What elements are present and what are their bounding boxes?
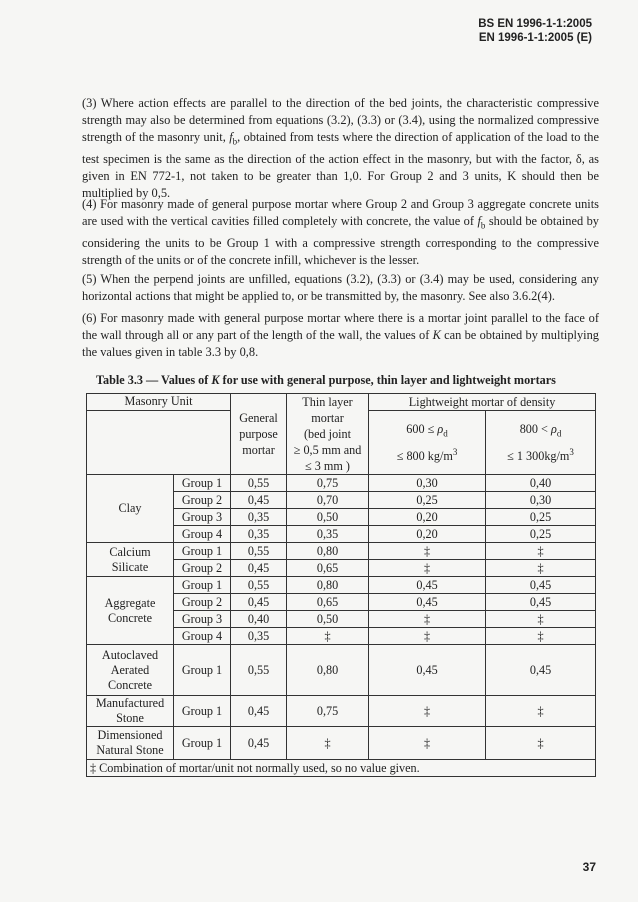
table-footnote: ‡ Combination of mortar/unit not normally used, so no value given. <box>87 760 596 777</box>
k-value-cell: 0,40 <box>231 611 287 628</box>
group-cell: Group 2 <box>174 492 231 509</box>
masonry-unit-blank <box>87 411 231 475</box>
paragraph-3-text: (3) Where action effects are parallel to the direction of the bed joints, the characteristic compressive strength may also be determined from equations (3.2), (3.3) or (3.4), using the normalized compressive strength of the masonry unit, $f_b$, obtained from tests where the direction of application of the load to the test specimen is the same as the direction of the action effect in the masonry, but with the factor, δ, as given in EN 772-1, not taken to be greater than 1,0. For Group 2 and 3 units, K should then be multiplied by 0,5. <box>82 96 599 201</box>
k-value-cell: 0,80 <box>287 577 369 594</box>
k-value-cell: 0,80 <box>287 543 369 560</box>
k-value-cell: ‡ <box>369 696 486 727</box>
k-value-cell: 0,25 <box>486 509 596 526</box>
k-value-cell: 0,45 <box>231 560 287 577</box>
k-value-cell: ‡ <box>486 696 596 727</box>
table-caption: Table 3.3 — Values of K for use with general purpose, thin layer and lightweight mortars <box>96 373 556 387</box>
k-value-cell: 0,45 <box>486 645 596 696</box>
standard-code-e: EN 1996-1-1:2005 (E) <box>478 32 592 44</box>
k-value-cell: 0,55 <box>231 543 287 560</box>
group-cell: Group 4 <box>174 628 231 645</box>
k-value-cell: 0,55 <box>231 645 287 696</box>
paragraph-5 <box>82 271 599 305</box>
lw-density-low-header: $600 \le \rho_d$ ≤ 800 $kg/m^3$ <box>369 411 486 475</box>
k-value-cell: 0,55 <box>231 475 287 492</box>
k-value-cell: 0,45 <box>369 594 486 611</box>
k-value-cell: ‡ <box>369 628 486 645</box>
k-value-cell: 0,55 <box>231 577 287 594</box>
k-value-cell: 0,75 <box>287 475 369 492</box>
k-value-cell: 0,50 <box>287 611 369 628</box>
table-row <box>87 727 596 760</box>
k-value-cell: 0,25 <box>486 526 596 543</box>
masonry-category: Clay <box>87 475 174 543</box>
paragraph-6-text: (6) For masonry made with general purpose mortar where there is a mortar joint parallel to the face of the wall through all or any part of the length of the wall, the values of K can be obtained by multiplying the values given in table 3.3 by 0,8. <box>82 311 599 360</box>
table-row <box>87 577 596 594</box>
k-value-cell: ‡ <box>287 727 369 760</box>
lw-density-high-header: $800 < \rho_d$ ≤ 1 $300kg/m^3$ <box>486 411 596 475</box>
general-purpose-header: General purpose mortar <box>231 394 287 475</box>
group-cell: Group 3 <box>174 611 231 628</box>
masonry-unit-header: Masonry Unit <box>87 394 231 411</box>
paragraph-3 <box>82 95 599 203</box>
k-value-cell: ‡ <box>369 727 486 760</box>
masonry-category: Dimensioned Natural Stone <box>87 727 174 760</box>
k-value-cell: 0,20 <box>369 526 486 543</box>
thin-header-line: mortar <box>311 411 344 425</box>
k-value-cell: 0,50 <box>287 509 369 526</box>
k-value-cell: ‡ <box>369 543 486 560</box>
paragraph-4-text: (4) For masonry made of general purpose mortar where Group 2 and Group 3 aggregate concrete units are used with the vertical cavities filled completely with concrete, the value of $f_b$ should be obtained by considering the units to be Group 1 with a compressive strength corresponding to the compressive strength of the units or of the concrete infill, whichever is the lesser. <box>82 197 599 268</box>
thin-header-line: Thin layer <box>302 395 353 409</box>
k-value-cell: 0,65 <box>287 594 369 611</box>
k-value-cell: 0,30 <box>486 492 596 509</box>
thin-header-line: ≥ 0,5 mm and <box>293 443 362 457</box>
k-value-cell: ‡ <box>486 727 596 760</box>
k-value-cell: 0,45 <box>231 594 287 611</box>
masonry-category: Manufactured Stone <box>87 696 174 727</box>
paragraph-4 <box>82 196 599 269</box>
group-cell: Group 1 <box>174 696 231 727</box>
masonry-category: Autoclaved Aerated Concrete <box>87 645 174 696</box>
k-value-cell: ‡ <box>486 628 596 645</box>
k-value-cell: ‡ <box>369 611 486 628</box>
table-row <box>87 645 596 696</box>
k-value-cell: 0,20 <box>369 509 486 526</box>
k-value-cell: 0,35 <box>231 628 287 645</box>
masonry-category: Calcium Silicate <box>87 543 174 577</box>
group-cell: Group 1 <box>174 543 231 560</box>
paragraph-5-text: (5) When the perpend joints are unfilled, equations (3.2), (3.3) or (3.4) may be used, considering any horizontal actions that might be applied to, or be transmitted by, the masonry. See also 3.6.2(4). <box>82 272 599 304</box>
standard-code: BS EN 1996-1-1:2005 <box>478 18 592 30</box>
thin-header-line: ≤ 3 mm ) <box>305 459 350 473</box>
k-value-cell: 0,45 <box>369 645 486 696</box>
group-cell: Group 3 <box>174 509 231 526</box>
k-value-cell: 0,45 <box>486 594 596 611</box>
table-row <box>87 696 596 727</box>
k-value-cell: 0,45 <box>231 727 287 760</box>
k-value-cell: 0,65 <box>287 560 369 577</box>
table-row <box>87 475 596 492</box>
thin-header-line: (bed joint <box>303 427 352 441</box>
k-value-cell: ‡ <box>486 543 596 560</box>
paragraph-6 <box>82 310 599 362</box>
group-cell: Group 4 <box>174 526 231 543</box>
k-value-cell: 0,75 <box>287 696 369 727</box>
k-value-cell: 0,30 <box>369 475 486 492</box>
k-value-cell: ‡ <box>486 560 596 577</box>
table-row <box>87 543 596 560</box>
group-cell: Group 2 <box>174 560 231 577</box>
k-value-cell: ‡ <box>287 628 369 645</box>
k-value-cell: ‡ <box>369 560 486 577</box>
k-value-cell: 0,25 <box>369 492 486 509</box>
k-values-table <box>86 393 596 777</box>
k-value-cell: 0,45 <box>231 696 287 727</box>
group-cell: Group 1 <box>174 727 231 760</box>
k-value-cell: 0,45 <box>231 492 287 509</box>
k-value-cell: 0,35 <box>287 526 369 543</box>
k-value-cell: 0,70 <box>287 492 369 509</box>
thin-layer-header <box>287 394 369 475</box>
group-cell: Group 1 <box>174 645 231 696</box>
group-cell: Group 1 <box>174 577 231 594</box>
page-number: 37 <box>582 860 596 874</box>
k-value-cell: 0,35 <box>231 526 287 543</box>
k-value-cell: 0,35 <box>231 509 287 526</box>
k-value-cell: 0,40 <box>486 475 596 492</box>
k-value-cell: 0,45 <box>486 577 596 594</box>
k-value-cell: 0,80 <box>287 645 369 696</box>
document-header <box>478 17 592 45</box>
lightweight-header: Lightweight mortar of density <box>369 394 596 411</box>
k-value-cell: 0,45 <box>369 577 486 594</box>
masonry-category: Aggregate Concrete <box>87 577 174 645</box>
group-cell: Group 1 <box>174 475 231 492</box>
group-cell: Group 2 <box>174 594 231 611</box>
k-value-cell: ‡ <box>486 611 596 628</box>
